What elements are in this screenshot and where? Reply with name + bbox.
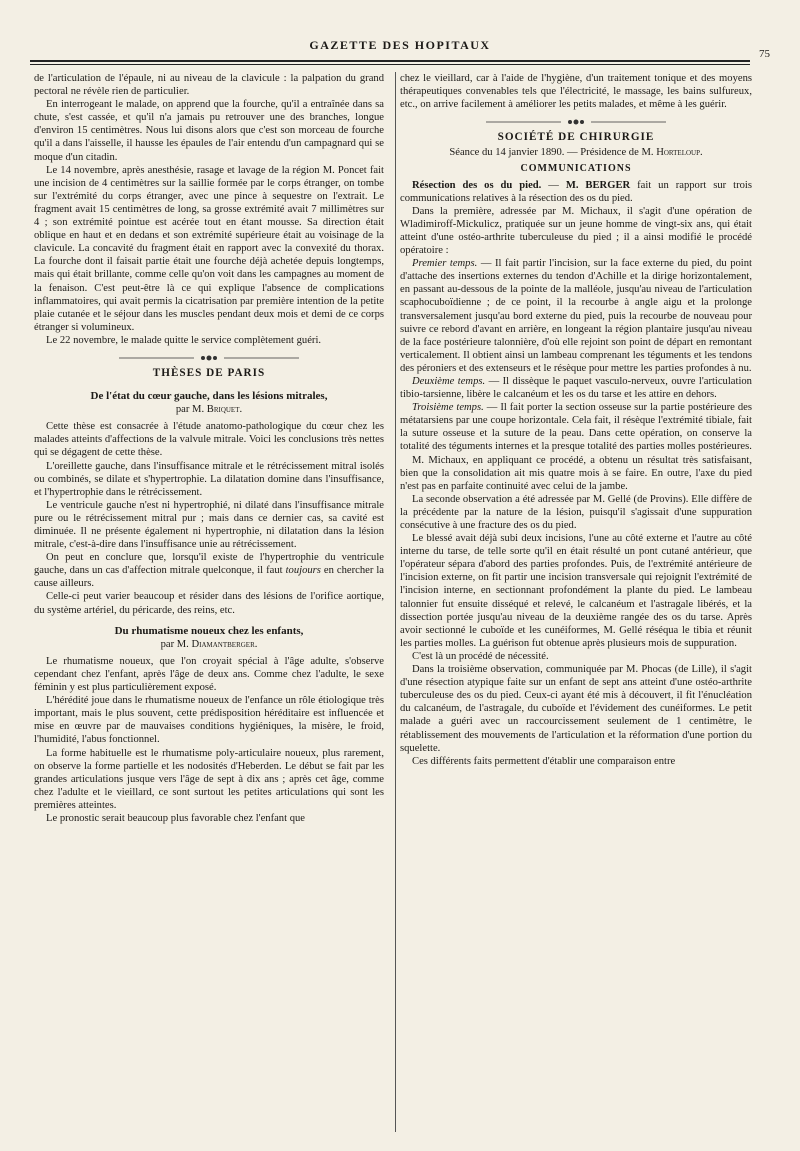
byline-prefix: par M. <box>175 404 205 416</box>
paragraph: L'hérédité joue dans le rhumatisme noueux de l'enfance un rôle étiologique très important, mais le plus souvent, cette prédisposition héréditaire est influencée et mise en œuvre par de mauvaises conditions hygiéniques, la misère, le froid, l'humidité, l'abus fonctionnel. <box>34 695 384 746</box>
left-column <box>34 72 384 825</box>
page-header <box>30 38 770 60</box>
reporter-name: M. BERGER <box>565 179 631 191</box>
paragraph <box>400 375 752 401</box>
thesis-title: De l'état du cœur gauche, dans les lésions mitrales, <box>90 390 328 403</box>
text-run: fait un rapport sur trois communications relatives à la résection des os du pied. <box>400 179 752 204</box>
thesis-byline <box>34 403 384 416</box>
paragraph: Celle-ci peut varier beaucoup et résider dans des lésions de l'orifice aortique, du système artériel, du péricarde, des reins, etc. <box>34 591 384 616</box>
paragraph: Ces différents faits permettent d'établir une comparaison entre <box>412 755 676 767</box>
text-run: en chercher la cause ailleurs. <box>34 565 385 590</box>
paragraph: Dans la troisième observation, communiquée par M. Phocas (de Lille), il s'agit d'une résection atypique faite sur un enfant de sept ans atteint d'une ostéo-arthrite tuberculeuse des os du pied. Ceux-ci ayant été mis à découvert, il fit l'énucléation du calcanéum, de l'astragale, du cuboïde et l'évidement des cunéiformes. Le petit malade a guéri avec un raccourcissement seulement de 1 centimètre, le rétablissement des mouvements de l'articulation et la réformation d'une portion du squelette. <box>400 664 752 754</box>
paragraph: Cette thèse est consacrée à l'étude anatomo-pathologique du cœur chez les malades atteints d'affections de la valvule mitrale. Voici les conclusions très nettes qui se dégagent de cette thèse. <box>34 421 384 459</box>
text-run: — <box>541 179 566 191</box>
ornament-divider <box>119 353 299 363</box>
paragraph: Dans la première, adressée par M. Michaux, il s'agit d'une opération de Wladimiroff-Mickulicz, pratiquée sur un jeune homme de vingt-six ans, qui était atteint d'une ostéo-arthrite tuberculeuse du pied ; il a ainsi modifié le procédé opératoire : <box>400 205 752 257</box>
report-heading: Résection des os du pied. <box>412 179 542 191</box>
president-name: Horteloup. <box>656 147 703 159</box>
paragraph: Le rhumatisme noueux, que l'on croyait spécial à l'âge adulte, s'observe cependant chez l'enfant, après l'âge de deux ans. Comme chez l'adulte, le sexe féminin y est plus particulièrement exposé. <box>34 655 384 694</box>
section-title-societe: SOCIÉTÉ DE CHIRURGIE <box>497 131 655 144</box>
paragraph: La seconde observation a été adressée par M. Gellé (de Provins). Elle diffère de la précédente par la nature de la lésion, puisqu'il s'agissait d'une suppuration consécutive à une fracture des os du pied. <box>400 493 752 531</box>
text-run: On peut en conclure que, lorsqu'il existe de l'hypertrophie du ventricule gauche, dans un cas d'affection mitrale quelconque, il faut <box>34 552 384 577</box>
communications-heading: COMMUNICATIONS <box>520 163 632 175</box>
text-run: — Il fait porter la section osseuse sur la partie postérieure des métatarsiens par une coupe horizontale. Cela fait, il résèque l'extrémité tibiale, fait la suture osseuse et la suture de la peau. Dans cette opération, on conserve la totalité des téguments internes et la presque totalité des parties molles postérieures. <box>400 402 752 453</box>
paragraph <box>400 257 752 375</box>
paragraph: M. Michaux, en appliquant ce procédé, a obtenu un résultat très satisfaisant, bien que la consolidation ait mis quatre mois à se faire. En outre, l'axe du pied n'est pas en parfaite continuité avec celui de la jambe. <box>400 454 752 492</box>
text-run: — Il fait partir l'incision, sur la face externe du pied, du point d'attache des insertions externes du tendon d'Achille et la dirige horizontalement, en passant au-dessous de la pointe de la malléole, jusqu'au niveau de l'articulation scaphocuboïdienne ; de ce point, il la recourbe à angle aigu et la prolonge transversalement jusqu'au bord externe du pied, puis la recourbe de nouveau pour suivre ce rebord d'avant en arrière, en longeant la région plantaire jusqu'au niveau de la face postérieure talonnière, d'où elle rejoint son point de départ en remontant verticalement. Il obtient ainsi un lambeau comprenant les téguments et les tendons des péroniers et des extenseurs et le résèque pour mettre les parties profondes à nu. <box>400 258 752 374</box>
step-label: Premier temps. <box>412 258 478 270</box>
thesis-byline <box>34 638 384 651</box>
paragraph: C'est là un procédé de nécessité. <box>412 650 549 662</box>
paragraph: Le 22 novembre, le malade quitte le service complètement guéri. <box>46 334 322 346</box>
column-divider <box>395 72 396 1132</box>
right-column <box>400 72 752 768</box>
paragraph: de l'articulation de l'épaule, ni au niveau de la clavicule : la palpation du grand pectoral ne révèle rien de particulier. <box>34 73 384 98</box>
journal-title: GAZETTE DES HOPITAUX <box>309 38 491 52</box>
header-rule-thin <box>30 64 750 65</box>
author-name: Diamantberger. <box>191 638 258 650</box>
ornament-divider <box>486 117 666 127</box>
paragraph <box>400 401 752 453</box>
paragraph: Le ventricule gauche n'est ni hypertrophié, ni dilaté dans l'insuffisance mitrale pure ou le rétrécissement mitral pur ; mais dans ce dernier cas, sa cavité est diminuée. Il ne présente également ni hypertrophie, ni dilatation dans la lésion mitrale, c'est-à-dire dans l'insuffisance unie au rétrécissement. <box>34 499 384 551</box>
paragraph: Le 14 novembre, après anesthésie, rasage et lavage de la région M. Poncet fait une incision de 4 centimètres sur la saillie formée par le corps étranger, on tombe sur l'extrémité du corps étranger, avec une pince à sequestre on l'extrait. Le fragment avait 15 centimètres de long, sa grosse extrémité avait 7 millimètres sur 4 ; son extrémité pointue est acérée tout en étant mousse. Sa direction était oblique en haut et en dedans et son extrémité supérieure était au voisinage de la clavicule. La concavité du fragment était en rapport avec la convexité du thorax. La fourche dont il faisait partie était une fourche déjà achetée depuis longtemps, mais qui était brillante, comme celle qu'on voit dans les campagnes au moment de la fenaison. C'est peut-être là ce qui explique l'absence de complications inflammatoires, qui avait permis la cicatrisation par première intention de la petite plaie cutanée et le séjour dans les muscles pendant deux mois et demi de ce corps étranger si volumineux. <box>34 164 384 333</box>
paragraph: Le pronostic serait beaucoup plus favorable chez l'enfant que <box>46 812 305 824</box>
step-label: Troisième temps. <box>412 402 484 414</box>
emphasis: toujours <box>285 565 321 577</box>
author-name: Briquet. <box>206 404 243 416</box>
page-number: 75 <box>759 48 770 60</box>
text-run: — Il dissèque le paquet vasculo-nerveux, ouvre l'articulation tibio-tarsienne, libère le calcanéum et les os du tarse et les attire en dehors. <box>400 375 752 401</box>
thesis-title: Du rhumatisme noueux chez les enfants, <box>114 624 304 637</box>
section-title-theses: THÈSES DE PARIS <box>152 366 266 379</box>
paragraph <box>34 551 384 590</box>
paragraph: L'oreillette gauche, dans l'insuffisance mitrale et le rétrécissement mitral isolés ou combinés, se dilate et s'hypertrophie. La dilatation domine dans l'insuffisance, et l'hypertrophie dans le rétrécissement. <box>34 460 384 498</box>
paragraph <box>400 179 752 205</box>
byline-prefix: par M. <box>160 638 189 650</box>
paragraph: En interrogeant le malade, on apprend que la fourche, qu'il a entraînée dans sa chute, s'est cassée, et qu'il n'a jamais pu retrouver une des branches, longue d'environ 15 centimètres. Nous lui disons alors que c'est son morceau de fourche qu'il a dans l'aisselle, il hausse les épaules de l'air entendu d'un campagnard qui se moque d'un citadin. <box>34 99 384 163</box>
step-label: Deuxième temps. <box>412 375 486 387</box>
header-rule-thick <box>30 60 750 62</box>
paragraph: chez le vieillard, car à l'aide de l'hygiène, d'un traitement tonique et des moyens thérapeutiques convenables tels que l'électricité, le massage, les bains sulfureux, etc., on arrive facilement à améliorer les petits malades, et même à les guérir. <box>400 73 752 111</box>
seance-text: Séance du 14 janvier 1890. — Présidence de M. <box>449 147 654 159</box>
seance-line <box>400 146 752 159</box>
paragraph: Le blessé avait déjà subi deux incisions, l'une au côté externe et l'autre au côté interne du tarse, de telle sorte qu'il en était résulté un pont cutané antérieur, que l'opérateur sépara d'abord des parties profondes. Puis, de l'extrémité antérieure de l'incision externe, on fit partir une incision transversale qui rejoignit l'extrémité de l'incision interne, en sectionnant profondément la plante du pied. Le lambeau talonnier fut ensuite disséqué et relevé, le calcanéum et l'astragale libérés, et la dissection portée jusqu'au niveau de la deuxième rangée des os du tarse. Après avoir sectionné le cuboïde et les cunéiformes, M. Gellé réséqua le tibia et réunit les parties molles. La guérison fut obtenue après plusieurs mois de suppuration. <box>400 533 752 649</box>
paragraph: La forme habituelle est le rhumatisme poly-articulaire noueux, plus rarement, on observe la forme partielle et les nodosités d'Heberden. Le début se fait par les grandes articulations jusque vers l'âge de sept à dix ans ; après cet âge, comme chez l'adulte et le vieillard, ce sont surtout les petites articulations qui sont les premières atteintes. <box>34 747 384 811</box>
